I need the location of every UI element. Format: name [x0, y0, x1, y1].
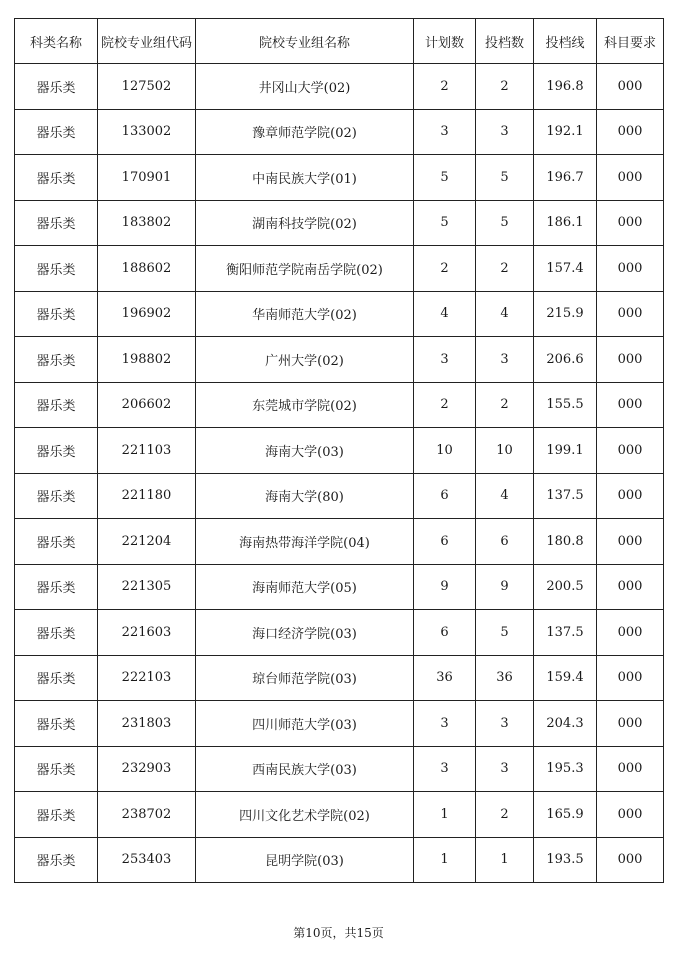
cutoff-score-cell: 180.8	[534, 519, 597, 565]
cutoff-score-cell: 137.5	[534, 610, 597, 656]
admit-count-cell: 4	[476, 473, 534, 519]
group-code-cell: 133002	[98, 109, 196, 155]
table-row	[15, 64, 664, 110]
table-row	[15, 655, 664, 701]
group-name-cell: 华南师范大学(02)	[196, 291, 414, 337]
plan-count-cell: 5	[414, 200, 476, 246]
group-name-cell: 广州大学(02)	[196, 337, 414, 383]
plan-count-cell: 6	[414, 519, 476, 565]
group-name-cell: 琼台师范学院(03)	[196, 655, 414, 701]
subject-requirement-cell: 000	[597, 564, 664, 610]
group-code-cell: 221180	[98, 473, 196, 519]
table-row	[15, 382, 664, 428]
group-code-cell: 170901	[98, 155, 196, 201]
plan-count-cell: 3	[414, 109, 476, 155]
category-cell: 器乐类	[15, 837, 98, 883]
category-cell: 器乐类	[15, 337, 98, 383]
cutoff-score-cell: 196.7	[534, 155, 597, 201]
cutoff-score-cell: 165.9	[534, 792, 597, 838]
group-code-cell: 221204	[98, 519, 196, 565]
cutoff-score-cell: 157.4	[534, 246, 597, 292]
plan-count-cell: 3	[414, 337, 476, 383]
group-name-cell: 井冈山大学(02)	[196, 64, 414, 110]
admit-count-cell: 3	[476, 746, 534, 792]
subject-requirement-cell: 000	[597, 155, 664, 201]
category-cell: 器乐类	[15, 473, 98, 519]
category-cell: 器乐类	[15, 109, 98, 155]
group-code-cell: 206602	[98, 382, 196, 428]
subject-requirement-cell: 000	[597, 428, 664, 474]
cutoff-score-cell: 155.5	[534, 382, 597, 428]
category-cell: 器乐类	[15, 64, 98, 110]
admit-count-cell: 3	[476, 701, 534, 747]
cutoff-score-cell: 199.1	[534, 428, 597, 474]
table-row	[15, 109, 664, 155]
plan-count-cell: 2	[414, 246, 476, 292]
group-code-cell: 221603	[98, 610, 196, 656]
cutoff-score-cell: 206.6	[534, 337, 597, 383]
table-row	[15, 291, 664, 337]
subject-requirement-cell: 000	[597, 746, 664, 792]
plan-count-cell: 36	[414, 655, 476, 701]
plan-count-cell: 9	[414, 564, 476, 610]
subject-requirement-cell: 000	[597, 109, 664, 155]
subject-requirement-cell: 000	[597, 473, 664, 519]
admit-count-cell: 9	[476, 564, 534, 610]
subject-requirement-cell: 000	[597, 382, 664, 428]
group-code-cell: 183802	[98, 200, 196, 246]
category-cell: 器乐类	[15, 701, 98, 747]
subject-requirement-cell: 000	[597, 519, 664, 565]
group-name-cell: 西南民族大学(03)	[196, 746, 414, 792]
category-cell: 器乐类	[15, 428, 98, 474]
plan-count-cell: 1	[414, 792, 476, 838]
plan-count-cell: 3	[414, 701, 476, 747]
header-cutoff-score: 投档线	[534, 19, 597, 64]
subject-requirement-cell: 000	[597, 610, 664, 656]
admit-count-cell: 2	[476, 246, 534, 292]
group-name-cell: 豫章师范学院(02)	[196, 109, 414, 155]
plan-count-cell: 3	[414, 746, 476, 792]
category-cell: 器乐类	[15, 155, 98, 201]
cutoff-score-cell: 195.3	[534, 746, 597, 792]
plan-count-cell: 1	[414, 837, 476, 883]
table-row	[15, 701, 664, 747]
group-name-cell: 昆明学院(03)	[196, 837, 414, 883]
plan-count-cell: 6	[414, 473, 476, 519]
cutoff-score-cell: 200.5	[534, 564, 597, 610]
table-row	[15, 246, 664, 292]
table-row	[15, 200, 664, 246]
table-row	[15, 746, 664, 792]
group-code-cell: 238702	[98, 792, 196, 838]
admit-count-cell: 2	[476, 382, 534, 428]
table-row	[15, 610, 664, 656]
group-name-cell: 四川文化艺术学院(02)	[196, 792, 414, 838]
cutoff-score-cell: 196.8	[534, 64, 597, 110]
group-name-cell: 海南热带海洋学院(04)	[196, 519, 414, 565]
table-row	[15, 792, 664, 838]
table-row	[15, 564, 664, 610]
cutoff-score-cell: 192.1	[534, 109, 597, 155]
cutoff-score-cell: 159.4	[534, 655, 597, 701]
header-admit-count: 投档数	[476, 19, 534, 64]
admit-count-cell: 3	[476, 109, 534, 155]
category-cell: 器乐类	[15, 200, 98, 246]
plan-count-cell: 10	[414, 428, 476, 474]
group-code-cell: 221305	[98, 564, 196, 610]
subject-requirement-cell: 000	[597, 837, 664, 883]
admit-count-cell: 2	[476, 64, 534, 110]
group-name-cell: 衡阳师范学院南岳学院(02)	[196, 246, 414, 292]
header-group-name: 院校专业组名称	[196, 19, 414, 64]
table-row	[15, 473, 664, 519]
admission-table	[14, 18, 664, 883]
plan-count-cell: 4	[414, 291, 476, 337]
subject-requirement-cell: 000	[597, 655, 664, 701]
group-code-cell: 253403	[98, 837, 196, 883]
admit-count-cell: 10	[476, 428, 534, 474]
admit-count-cell: 3	[476, 337, 534, 383]
group-name-cell: 湖南科技学院(02)	[196, 200, 414, 246]
group-code-cell: 198802	[98, 337, 196, 383]
category-cell: 器乐类	[15, 655, 98, 701]
header-category: 科类名称	[15, 19, 98, 64]
table-row	[15, 519, 664, 565]
table-row	[15, 155, 664, 201]
admit-count-cell: 5	[476, 155, 534, 201]
category-cell: 器乐类	[15, 746, 98, 792]
group-name-cell: 东莞城市学院(02)	[196, 382, 414, 428]
cutoff-score-cell: 215.9	[534, 291, 597, 337]
category-cell: 器乐类	[15, 246, 98, 292]
table-header-row	[15, 19, 664, 64]
category-cell: 器乐类	[15, 564, 98, 610]
table-row	[15, 428, 664, 474]
category-cell: 器乐类	[15, 792, 98, 838]
category-cell: 器乐类	[15, 382, 98, 428]
category-cell: 器乐类	[15, 291, 98, 337]
table-row	[15, 837, 664, 883]
group-code-cell: 232903	[98, 746, 196, 792]
group-code-cell: 196902	[98, 291, 196, 337]
admit-count-cell: 2	[476, 792, 534, 838]
group-name-cell: 海南大学(80)	[196, 473, 414, 519]
subject-requirement-cell: 000	[597, 246, 664, 292]
admit-count-cell: 5	[476, 200, 534, 246]
table-body	[15, 64, 664, 883]
header-subject-requirement: 科目要求	[597, 19, 664, 64]
page-number: 第10页，共15页	[293, 926, 384, 940]
header-group-code: 院校专业组代码	[98, 19, 196, 64]
group-code-cell: 222103	[98, 655, 196, 701]
group-code-cell: 127502	[98, 64, 196, 110]
group-name-cell: 海口经济学院(03)	[196, 610, 414, 656]
subject-requirement-cell: 000	[597, 337, 664, 383]
table-row	[15, 337, 664, 383]
group-name-cell: 海南师范大学(05)	[196, 564, 414, 610]
admit-count-cell: 4	[476, 291, 534, 337]
plan-count-cell: 2	[414, 382, 476, 428]
admit-count-cell: 36	[476, 655, 534, 701]
subject-requirement-cell: 000	[597, 792, 664, 838]
plan-count-cell: 5	[414, 155, 476, 201]
group-name-cell: 海南大学(03)	[196, 428, 414, 474]
cutoff-score-cell: 137.5	[534, 473, 597, 519]
header-plan-count: 计划数	[414, 19, 476, 64]
category-cell: 器乐类	[15, 519, 98, 565]
admit-count-cell: 5	[476, 610, 534, 656]
subject-requirement-cell: 000	[597, 291, 664, 337]
group-code-cell: 188602	[98, 246, 196, 292]
group-code-cell: 221103	[98, 428, 196, 474]
category-cell: 器乐类	[15, 610, 98, 656]
plan-count-cell: 2	[414, 64, 476, 110]
group-code-cell: 231803	[98, 701, 196, 747]
group-name-cell: 四川师范大学(03)	[196, 701, 414, 747]
group-name-cell: 中南民族大学(01)	[196, 155, 414, 201]
subject-requirement-cell: 000	[597, 64, 664, 110]
cutoff-score-cell: 193.5	[534, 837, 597, 883]
cutoff-score-cell: 186.1	[534, 200, 597, 246]
subject-requirement-cell: 000	[597, 200, 664, 246]
cutoff-score-cell: 204.3	[534, 701, 597, 747]
plan-count-cell: 6	[414, 610, 476, 656]
admit-count-cell: 1	[476, 837, 534, 883]
admit-count-cell: 6	[476, 519, 534, 565]
subject-requirement-cell: 000	[597, 701, 664, 747]
